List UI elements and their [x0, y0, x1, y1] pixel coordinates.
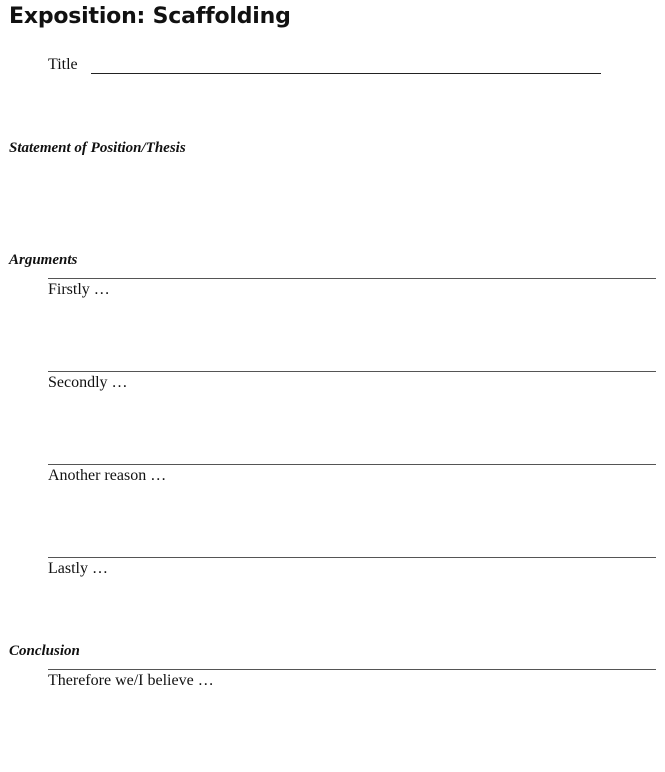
argument-prompt-secondly: Secondly …: [48, 374, 128, 391]
title-write-line[interactable]: [91, 73, 601, 74]
argument-prompt-firstly: Firstly …: [48, 281, 110, 298]
arguments-heading: Arguments: [9, 252, 78, 268]
conclusion-heading: Conclusion: [9, 643, 80, 659]
conclusion-divider: [48, 669, 656, 670]
argument-divider-3: [48, 464, 656, 465]
argument-divider-2: [48, 371, 656, 372]
argument-divider-1: [48, 278, 656, 279]
title-field-label: Title: [48, 56, 78, 73]
page-title: Exposition: Scaffolding: [9, 4, 291, 29]
statement-heading: Statement of Position/Thesis: [9, 140, 186, 156]
argument-prompt-lastly: Lastly …: [48, 560, 108, 577]
argument-divider-4: [48, 557, 656, 558]
conclusion-prompt: Therefore we/I believe …: [48, 672, 214, 689]
argument-prompt-another-reason: Another reason …: [48, 467, 167, 484]
